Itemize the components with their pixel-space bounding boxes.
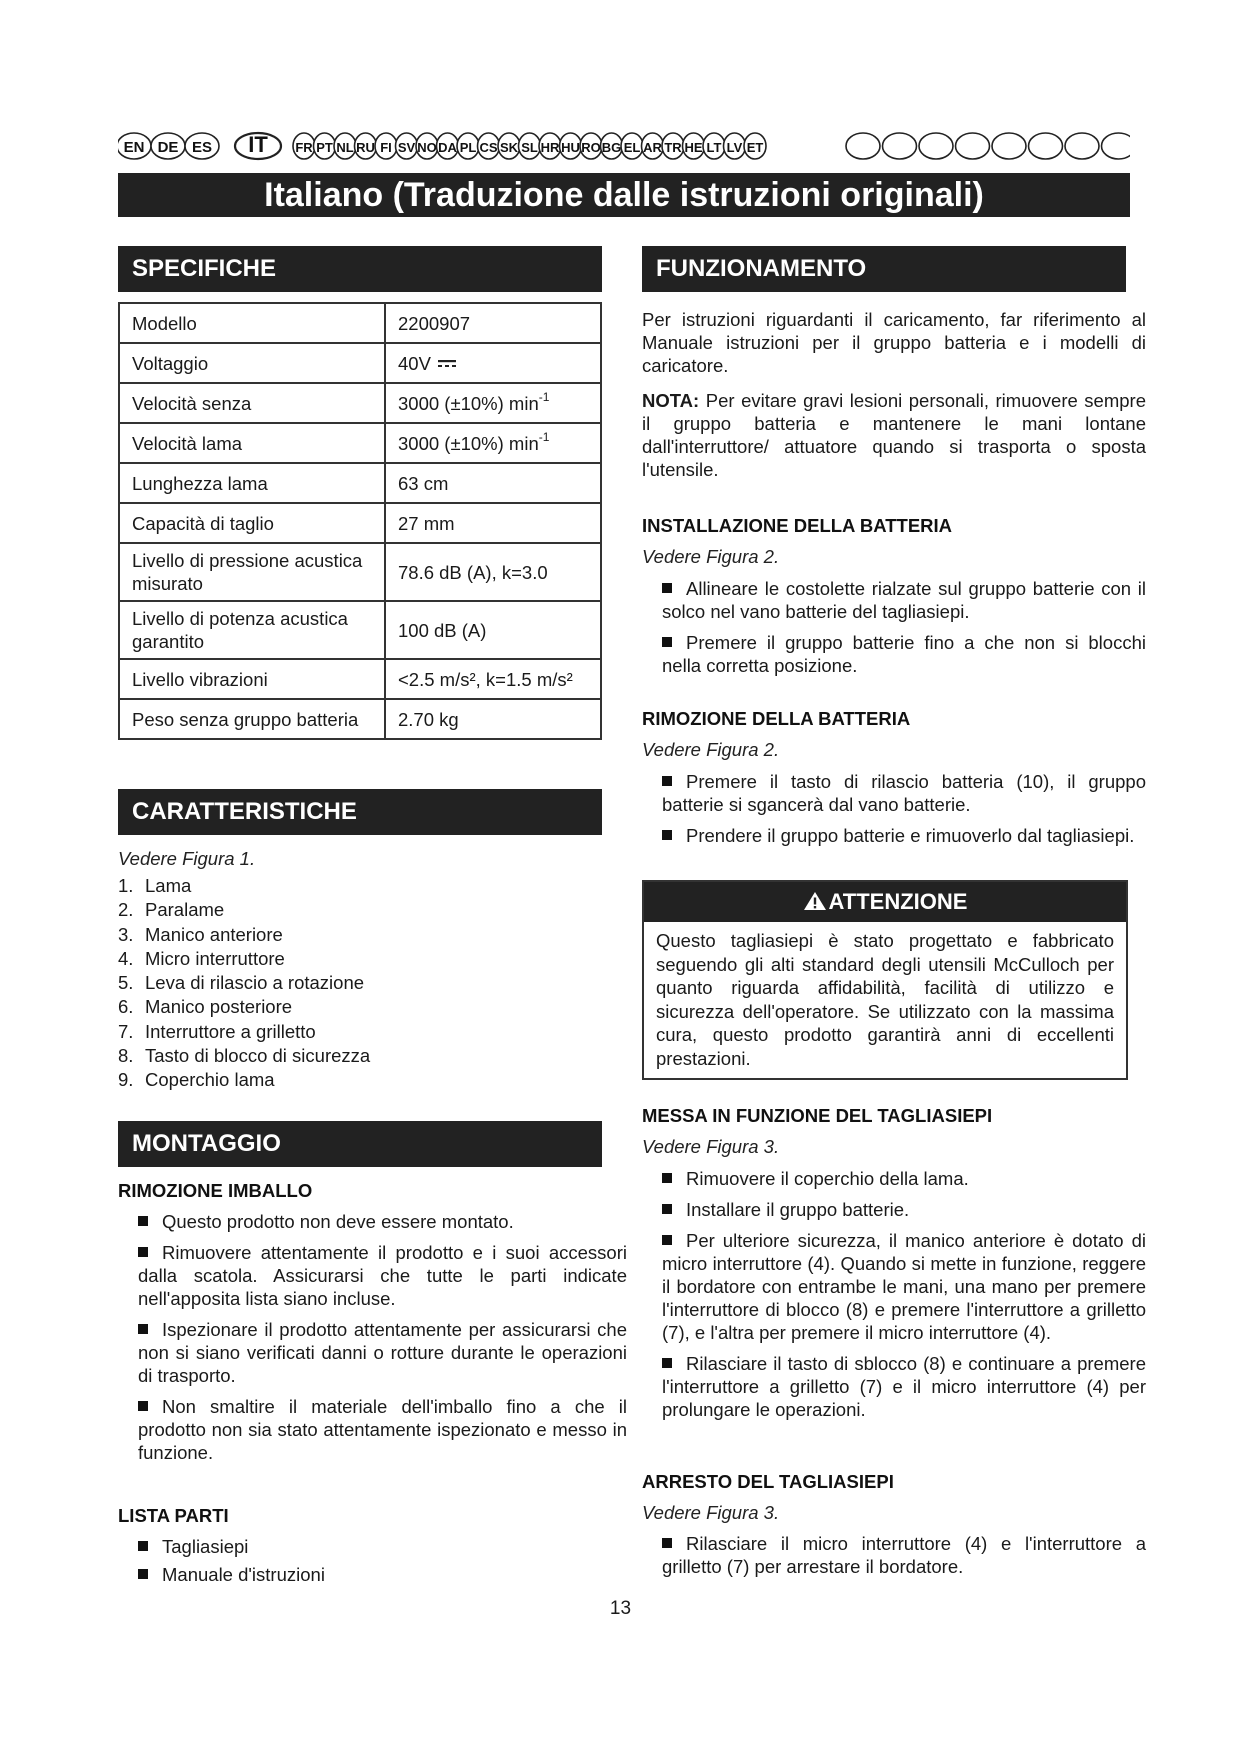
language-tab-label[interactable]: BG (601, 140, 622, 155)
spec-value-text: 3000 (±10%) min (398, 392, 539, 414)
bullet-item (138, 1210, 627, 1233)
spec-label: Lunghezza lama (119, 463, 385, 503)
language-tab-label[interactable]: IT (248, 132, 268, 157)
language-tab-label[interactable]: NL (336, 140, 354, 155)
language-tab-it[interactable] (235, 132, 281, 159)
bullet-square-icon (662, 583, 672, 593)
bullet-item (662, 631, 1146, 677)
removal-title: RIMOZIONE DELLA BATTERIA (642, 708, 911, 729)
bullet-square-icon (662, 1358, 672, 1368)
spec-label: Voltaggio (119, 343, 385, 383)
page-number: 13 (609, 1598, 632, 1619)
bullet-item (138, 1535, 627, 1558)
language-tab-et[interactable] (744, 133, 766, 159)
spec-value-text: 100 dB (A) (398, 619, 487, 641)
bullet-item (138, 1318, 627, 1387)
bullet-text: Rilasciare il tasto di sblocco (8) e continuare a premere l'interruttore a grilletto (7) e il micro interruttore (4) per prolungare le operazioni. (662, 1353, 1146, 1420)
bullet-square-icon (138, 1247, 148, 1257)
spec-row (119, 383, 601, 423)
feature-number: 5. (118, 972, 134, 994)
feature-item (118, 874, 623, 898)
removal-list (662, 770, 1146, 847)
spec-value-text: 63 cm (398, 472, 449, 494)
language-tab-empty (992, 133, 1026, 159)
language-tab-label[interactable]: SK (499, 140, 519, 155)
spec-value (385, 303, 601, 343)
language-tab-en[interactable] (118, 133, 151, 159)
bullet-square-icon (138, 1569, 148, 1579)
language-tab-tr[interactable] (662, 133, 684, 159)
feature-item (118, 1020, 623, 1044)
install-list (662, 577, 1146, 677)
warning-triangle-icon (803, 891, 827, 911)
bullet-text: Prendere il gruppo batterie e rimuoverlo dal tagliasiepi. (686, 825, 1135, 846)
bullet-text: Allineare le costolette rialzate sul gruppo batterie con il solco nel vano batterie del tagliasiepi. (662, 578, 1146, 622)
language-tab-label[interactable]: CS (479, 140, 498, 155)
spec-row (119, 463, 601, 503)
features-figure-ref: Vedere Figura 1. (118, 848, 256, 869)
bullet-square-icon (662, 1204, 672, 1214)
feature-text: Manico anteriore (145, 923, 283, 945)
bullet-item (662, 1198, 1146, 1221)
language-tab-es[interactable] (185, 133, 219, 159)
language-tab-label[interactable]: DA (438, 140, 457, 155)
bullet-text: Premere il gruppo batterie fino a che non si blocchi nella corretta posizione. (662, 632, 1146, 676)
unpacking-list (138, 1210, 627, 1464)
spec-value (385, 601, 601, 659)
language-tab-fr[interactable] (293, 133, 315, 159)
warning-header (644, 882, 1126, 922)
bullet-text: Ispezionare il prodotto attentamente per assicurarsi che non si siano verificati danni o rotture durante le operazioni di trasporto. (138, 1319, 627, 1386)
feature-number: 6. (118, 996, 134, 1018)
features-list (118, 874, 623, 1093)
feature-text: Lama (145, 875, 192, 896)
install-figure-ref: Vedere Figura 2. (642, 546, 780, 567)
feature-item (118, 1068, 623, 1092)
bullet-item (662, 770, 1146, 816)
feature-text: Tasto di blocco di sicurezza (145, 1045, 371, 1067)
language-tab-label[interactable]: NO (417, 140, 437, 155)
language-tab-lt[interactable] (703, 133, 725, 159)
stop-list (662, 1532, 1146, 1578)
language-tab-de[interactable] (151, 133, 185, 159)
language-tab-label[interactable]: HE (684, 140, 703, 155)
spec-label: Livello di pressione acustica misurato (119, 543, 385, 601)
language-tab-bg[interactable] (601, 133, 623, 159)
specs-heading: SPECIFICHE (118, 246, 602, 292)
spec-value (385, 383, 601, 423)
removal-figure-ref: Vedere Figura 2. (642, 739, 780, 760)
language-tab-nl[interactable] (334, 133, 356, 159)
bullet-square-icon (662, 830, 672, 840)
dc-current-icon (437, 358, 457, 370)
spec-label: Velocità lama (119, 423, 385, 463)
warning-box (642, 880, 1128, 1080)
language-tab-cs[interactable] (478, 133, 500, 159)
spec-label: Modello (119, 303, 385, 343)
operation-note (642, 389, 1146, 481)
unpacking-title: RIMOZIONE IMBALLO (118, 1180, 313, 1201)
feature-item (118, 898, 623, 922)
bullet-item (662, 577, 1146, 623)
note-text: Per evitare gravi lesioni personali, rimuovere sempre il gruppo batteria e mantenere le mani lontane dall'interruttore/ attuatore quando si trasporta o sposta l'utensile. (642, 390, 1146, 480)
spec-value (385, 343, 601, 383)
spec-row (119, 543, 601, 601)
bullet-text: Manuale d'istruzioni (162, 1564, 325, 1585)
feature-text: Interruttore a grilletto (145, 1020, 316, 1042)
install-title: INSTALLAZIONE DELLA BATTERIA (642, 515, 953, 536)
bullet-text: Non smaltire il materiale dell'imballo fino a che il prodotto non sia stato attentamente ispezionato e messo in funzione. (138, 1396, 627, 1463)
language-tab-label[interactable]: ET (746, 140, 764, 155)
language-tab-label[interactable]: EL (623, 140, 641, 155)
language-tab-empty (1065, 133, 1099, 159)
bullet-item (662, 1167, 1146, 1190)
note-label: NOTA: (642, 390, 700, 411)
language-tab-hr[interactable] (539, 133, 561, 159)
spec-row (119, 503, 601, 543)
bullet-item (662, 1229, 1146, 1344)
language-tab-empty (846, 133, 880, 159)
start-figure-ref: Vedere Figura 3. (642, 1136, 780, 1157)
bullet-text: Rimuovere attentamente il prodotto e i suoi accessori dalla scatola. Assicurarsi che tutte le parti indicate nell'apposita lista siano incluse. (138, 1242, 627, 1309)
spec-label: Livello di potenza acustica garantito (119, 601, 385, 659)
bullet-text: Tagliasiepi (162, 1536, 249, 1557)
spec-row (119, 659, 601, 699)
assembly-heading: MONTAGGIO (118, 1121, 602, 1167)
language-tab-hu[interactable] (560, 133, 582, 159)
bullet-item (138, 1395, 627, 1464)
spec-value-text: 40V (398, 352, 431, 374)
bullet-text: Rimuovere il coperchio della lama. (686, 1168, 969, 1189)
spec-value (385, 503, 601, 543)
bullet-square-icon (138, 1401, 148, 1411)
bullet-square-icon (662, 637, 672, 647)
spec-value (385, 463, 601, 503)
bullet-item (662, 824, 1146, 847)
bullet-square-icon (662, 1173, 672, 1183)
language-tab-label[interactable]: SV (397, 140, 416, 155)
language-tab-label[interactable]: HU (561, 140, 580, 155)
language-tab-label[interactable]: SL (521, 140, 538, 155)
feature-item (118, 923, 623, 947)
language-tab-label[interactable]: FR (295, 140, 313, 155)
spec-value-text: 2.70 kg (398, 708, 459, 730)
start-list (662, 1167, 1146, 1421)
spec-value-text: <2.5 m/s², k=1.5 m/s² (398, 668, 573, 690)
feature-item (118, 947, 623, 971)
language-tab-sv[interactable] (396, 133, 418, 159)
language-tab-label[interactable]: RU (356, 140, 375, 155)
spec-label: Livello vibrazioni (119, 659, 385, 699)
bullet-item (662, 1532, 1146, 1578)
spec-value (385, 543, 601, 601)
spec-label: Peso senza gruppo batteria (119, 699, 385, 739)
language-tab-label[interactable]: FI (380, 140, 392, 155)
spec-row (119, 343, 601, 383)
feature-number: 1. (118, 875, 134, 896)
spec-value (385, 659, 601, 699)
language-tab-he[interactable] (683, 133, 705, 159)
spec-value-text: 3000 (±10%) min (398, 432, 539, 454)
language-tab-ar[interactable] (642, 133, 664, 159)
language-tab-pl[interactable] (457, 133, 479, 159)
feature-number: 2. (118, 899, 134, 921)
parts-title: LISTA PARTI (118, 1505, 229, 1526)
stop-figure-ref: Vedere Figura 3. (642, 1502, 780, 1523)
spec-value-exponent: -1 (538, 429, 550, 444)
feature-text: Paralame (145, 899, 225, 921)
feature-item (118, 995, 623, 1019)
language-tab-label[interactable]: ES (191, 139, 213, 156)
language-tab-strip (118, 131, 1130, 161)
feature-text: Leva di rilascio a rotazione (145, 972, 365, 994)
stop-title: ARRESTO DEL TAGLIASIEPI (642, 1471, 894, 1492)
feature-item (118, 1044, 623, 1068)
language-tab-fi[interactable] (375, 133, 397, 159)
feature-number: 3. (118, 923, 134, 945)
bullet-square-icon (662, 776, 672, 786)
warning-text: Questo tagliasiepi è stato progettato e fabbricato seguendo gli alti standard degli utensili McCulloch per quanto riguarda affidabilità, facilità di utilizzo e sicurezza dell'operatore. Se utilizzato con la massima cura, questo prodotto garantirà anni di eccellenti prestazioni. (656, 930, 1114, 1069)
operation-intro: Per istruzioni riguardanti il caricamento, far riferimento al Manuale istruzioni per il gruppo batteria e i modelli di caricatore. (642, 309, 1146, 376)
language-tab-label[interactable]: HR (540, 140, 560, 155)
bullet-text: Rilasciare il micro interruttore (4) e l'interruttore a grilletto (7) per arrestare il bordatore. (662, 1533, 1146, 1577)
bullet-text: Per ulteriore sicurezza, il manico anteriore è dotato di micro interruttore (4). Quando si mette in funzione, reggere il bordatore con entrambe le mani, una mano per premere l'interruttore di blocco (8) e premere l'interruttore a grilletto (7), e l'altra per premere il micro interruttore (4). (662, 1230, 1146, 1343)
language-tab-empty (1102, 133, 1131, 159)
language-tab-label[interactable]: AR (643, 140, 662, 155)
feature-number: 7. (118, 1020, 134, 1042)
bullet-text: Premere il tasto di rilascio batteria (10), il gruppo batterie si sgancerà dal vano batterie. (662, 771, 1146, 815)
bullet-item (138, 1241, 627, 1310)
spec-row (119, 423, 601, 463)
language-tab-label[interactable]: RO (581, 140, 601, 155)
operation-heading: FUNZIONAMENTO (642, 246, 1126, 292)
bullet-square-icon (662, 1235, 672, 1245)
language-tab-sl[interactable] (519, 133, 541, 159)
parts-list (138, 1535, 627, 1586)
language-tab-label[interactable]: LT (706, 140, 722, 155)
spec-value (385, 699, 601, 739)
language-tab-pt[interactable] (314, 133, 336, 159)
spec-row (119, 303, 601, 343)
language-tab-label[interactable]: DE (157, 139, 179, 156)
language-tab-empty (1029, 133, 1063, 159)
bullet-item (662, 1352, 1146, 1421)
language-tabs (118, 131, 1130, 161)
feature-item (118, 971, 623, 995)
language-tab-label[interactable]: EN (123, 139, 145, 156)
features-heading: CARATTERISTICHE (118, 789, 602, 835)
language-tab-label[interactable]: PT (316, 140, 333, 155)
spec-value-exponent: -1 (538, 389, 550, 404)
feature-text: Coperchio lama (145, 1069, 275, 1091)
warning-title: ATTENZIONE (828, 889, 968, 914)
bullet-square-icon (138, 1541, 148, 1551)
page-title: Italiano (Traduzione dalle istruzioni originali) (118, 173, 1130, 217)
bullet-square-icon (138, 1324, 148, 1334)
feature-number: 4. (118, 947, 134, 969)
language-tab-label[interactable]: LV (726, 140, 743, 155)
language-tab-label[interactable]: TR (664, 140, 682, 155)
feature-text: Manico posteriore (145, 996, 293, 1018)
feature-text: Micro interruttore (145, 947, 285, 969)
start-title: MESSA IN FUNZIONE DEL TAGLIASIEPI (642, 1105, 993, 1126)
bullet-square-icon (662, 1538, 672, 1548)
language-tab-da[interactable] (437, 133, 459, 159)
bullet-text: Questo prodotto non deve essere montato. (162, 1211, 514, 1232)
feature-number: 9. (118, 1069, 134, 1091)
specs-table (118, 302, 602, 740)
feature-number: 8. (118, 1045, 134, 1067)
language-tab-ru[interactable] (355, 133, 377, 159)
language-tab-empty (919, 133, 953, 159)
bullet-square-icon (138, 1216, 148, 1226)
spec-value-text: 27 mm (398, 512, 455, 534)
language-tab-label[interactable]: PL (459, 140, 477, 155)
spec-label: Capacità di taglio (119, 503, 385, 543)
spec-row (119, 699, 601, 739)
spec-value-text: 2200907 (398, 312, 471, 334)
language-tab-ro[interactable] (580, 133, 602, 159)
language-tab-sk[interactable] (498, 133, 520, 159)
language-tab-empty (883, 133, 917, 159)
language-tab-lv[interactable] (724, 133, 746, 159)
spec-value-text: 78.6 dB (A), k=3.0 (398, 561, 548, 583)
language-tab-empty (956, 133, 990, 159)
bullet-item (138, 1563, 627, 1586)
bullet-text: Installare il gruppo batterie. (686, 1199, 910, 1220)
spec-value (385, 423, 601, 463)
language-tab-el[interactable] (621, 133, 643, 159)
language-tab-no[interactable] (416, 133, 438, 159)
spec-row (119, 601, 601, 659)
spec-label: Velocità senza (119, 383, 385, 423)
